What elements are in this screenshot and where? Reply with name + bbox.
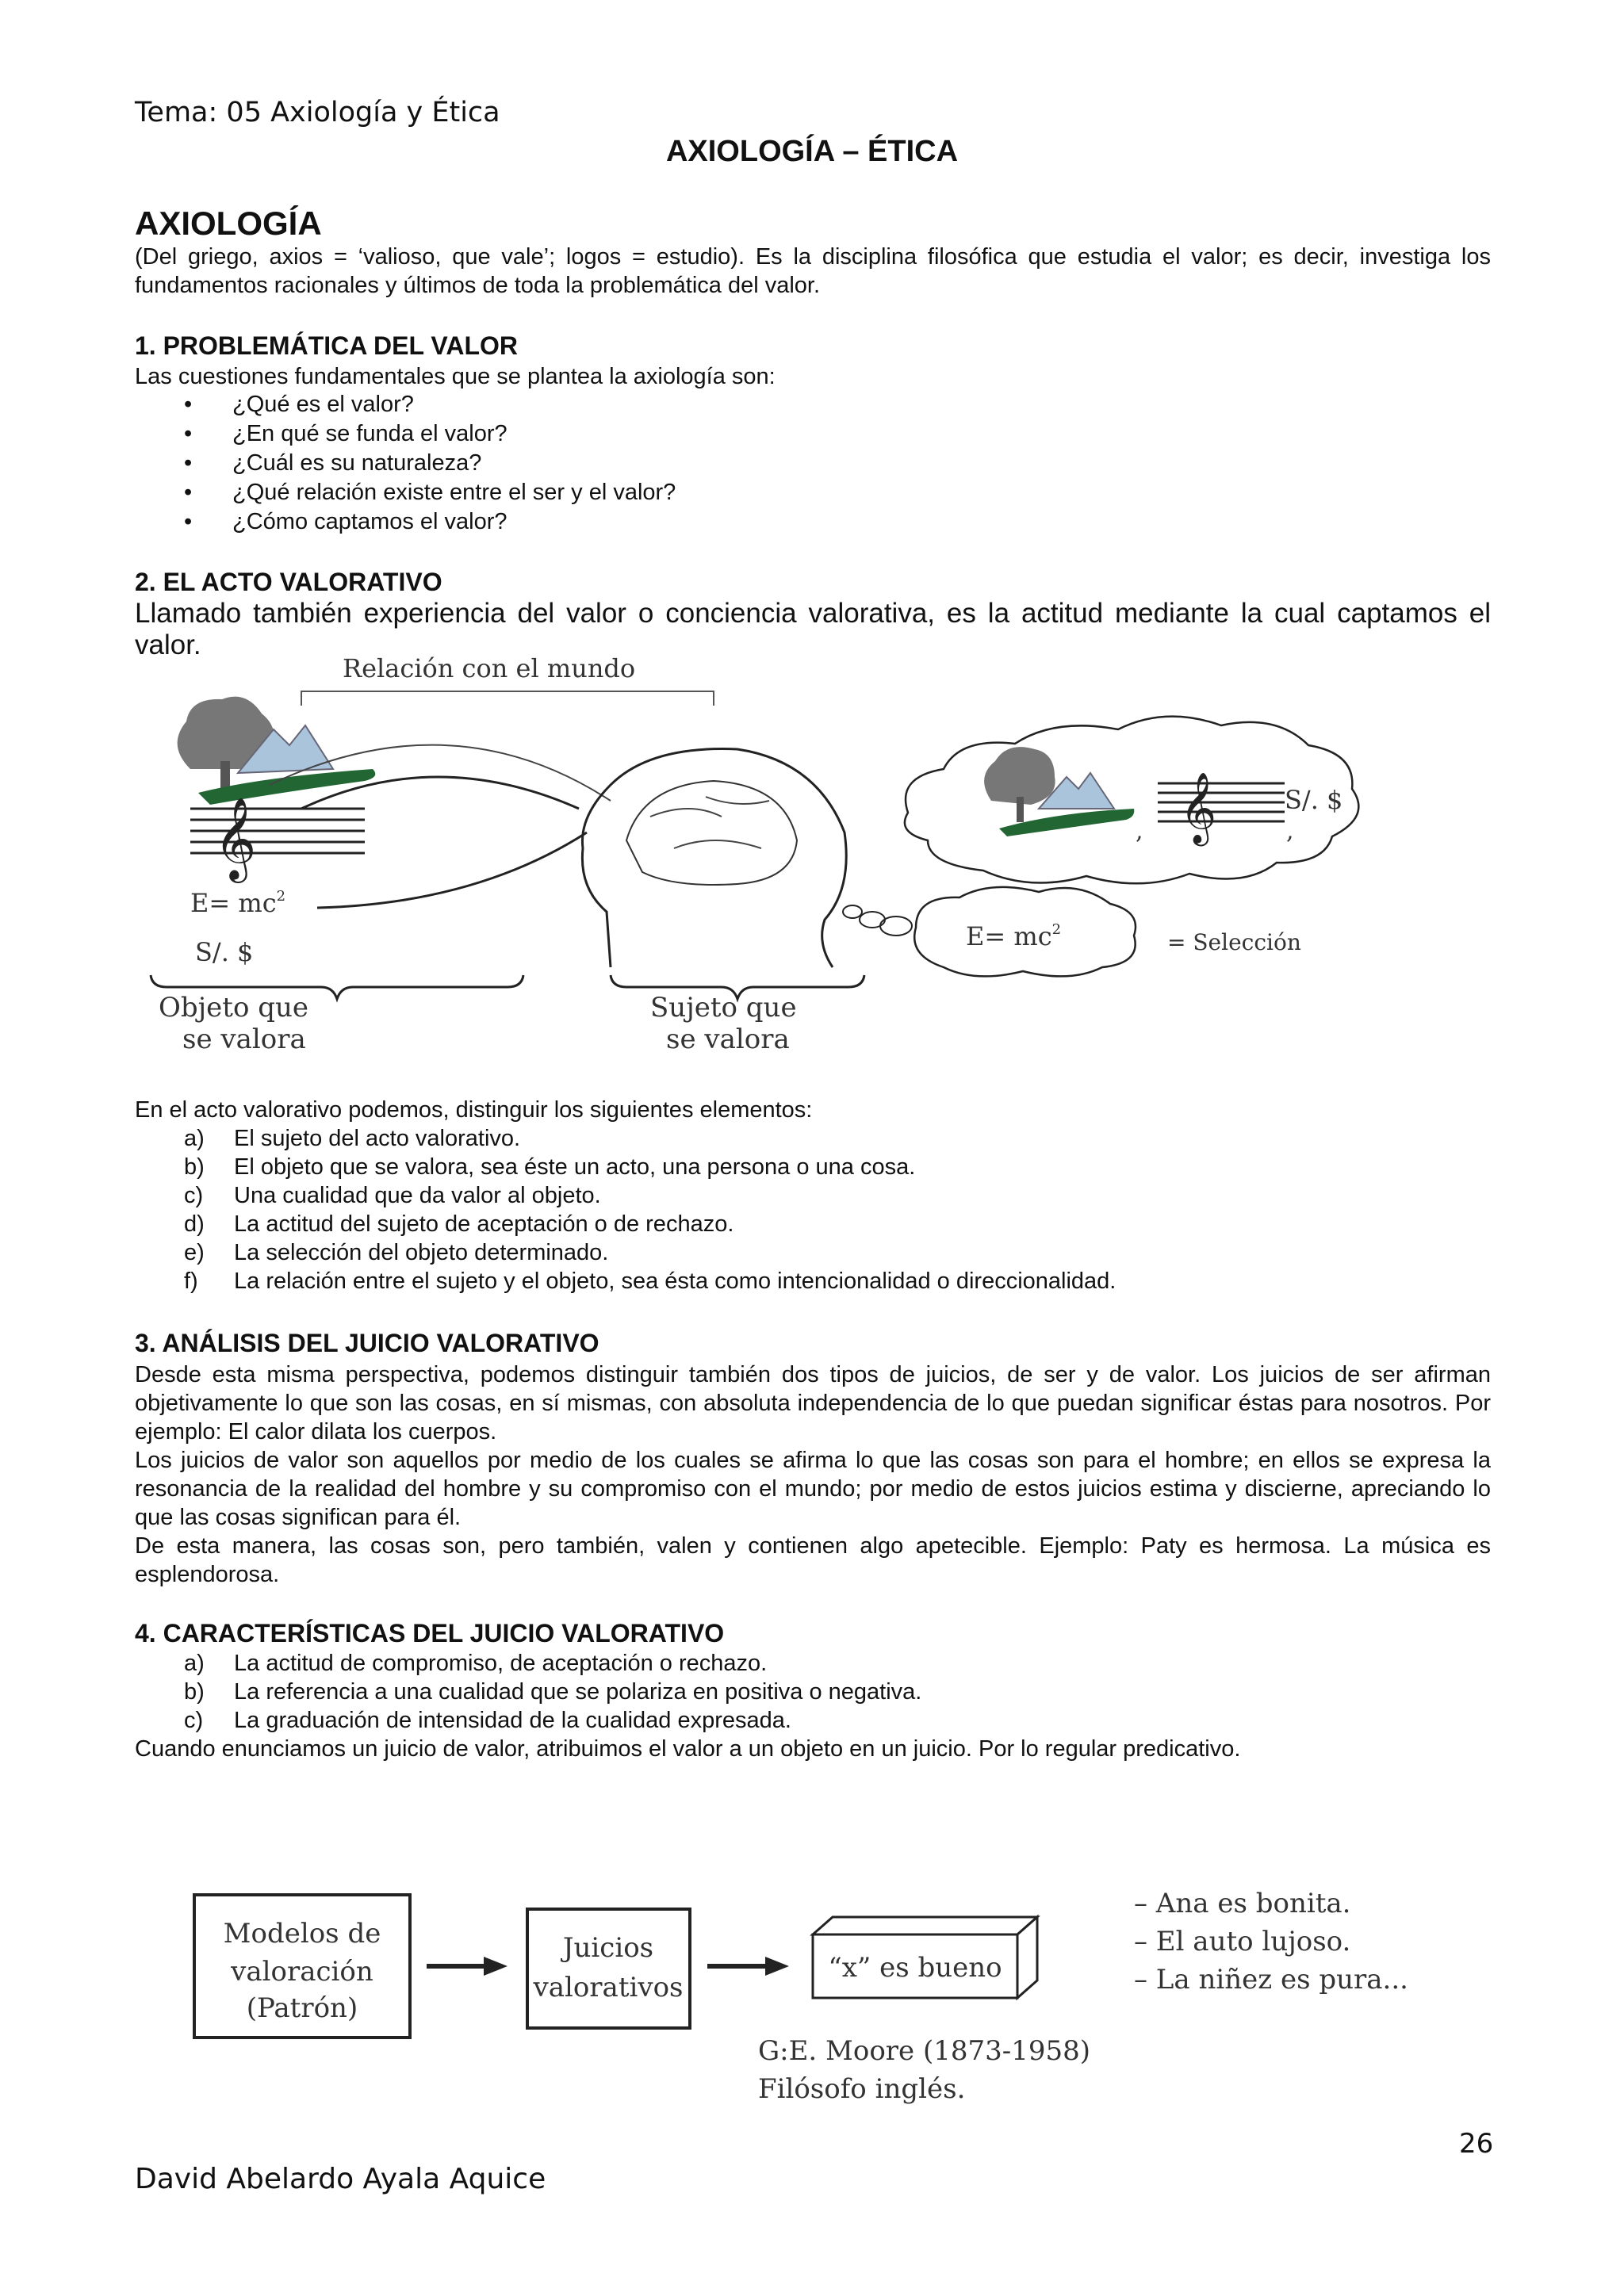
bullet-icon: • bbox=[184, 480, 193, 505]
example-3: – La niñez es pura... bbox=[1134, 1964, 1408, 1996]
page-title: AXIOLOGÍA – ÉTICA bbox=[665, 135, 959, 168]
list-item: d) La actitud del sujeto de aceptación o de rechazo. bbox=[184, 1211, 734, 1237]
axiologia-heading: AXIOLOGÍA bbox=[135, 205, 322, 242]
footer-author: David Abelardo Ayala Aquice bbox=[135, 2163, 546, 2195]
bullet-icon: • bbox=[184, 392, 193, 417]
section-1-heading: 1. PROBLEMÁTICA DEL VALOR bbox=[135, 331, 518, 360]
list-item: f) La relación entre el sujeto y el objeto, sea ésta como intencionalidad o direccionalidad. bbox=[184, 1269, 1116, 1294]
axiologia-definition: (Del griego, axios = ‘valioso, que vale’; logos = estudio). Es la disciplina filosófica que estudia el valor; es decir, investiga los fundamentos racionales y últimos de toda la problemática del valor. bbox=[135, 244, 1491, 298]
section-2-intro: Llamado también experiencia del valor o conciencia valorativa, es la actitud mediante la cual captamos el valor. bbox=[135, 598, 1491, 660]
author-name: G:E. Moore (1873-1958) bbox=[758, 2035, 1091, 2067]
list-item: b) La referencia a una cualidad que se polariza en positiva o negativa. bbox=[184, 1679, 922, 1705]
selection-label: = Selección bbox=[1167, 929, 1301, 955]
music-staff-icon bbox=[190, 797, 365, 883]
formula-cloud: $E= mc^2$ bbox=[966, 921, 1062, 951]
valuation-act-diagram bbox=[135, 650, 1499, 1070]
svg-text:Juicios: Juicios bbox=[562, 1932, 654, 1964]
list-item: c) Una cualidad que da valor al objeto. bbox=[184, 1183, 601, 1208]
money-cloud: S/. $ bbox=[1285, 785, 1343, 815]
svg-text:valorativos: valorativos bbox=[533, 1972, 684, 2003]
svg-text:𝄞: 𝄞 bbox=[214, 797, 257, 880]
svg-text:,: , bbox=[1136, 817, 1143, 845]
list-item: • ¿Qué es el valor? bbox=[135, 390, 676, 419]
value-judgment-diagram bbox=[135, 1863, 1483, 2117]
list-item: a) El sujeto del acto valorativo. bbox=[184, 1126, 521, 1151]
section-4-closing: Cuando enunciamos un juicio de valor, atribuimos el valor a un objeto en un juicio. Por lo regular predicativo. bbox=[135, 1736, 1241, 1762]
elements-intro: En el acto valorativo podemos, distinguir los siguientes elementos: bbox=[135, 1097, 813, 1123]
object-label-1: Objeto que bbox=[159, 992, 309, 1024]
elements-list bbox=[135, 1124, 1116, 1295]
list-item: b) El objeto que se valora, sea éste un acto, una persona o una cosa. bbox=[184, 1154, 916, 1180]
list-item: a) La actitud de compromiso, de aceptación o rechazo. bbox=[184, 1651, 768, 1676]
questions-list bbox=[135, 390, 676, 537]
formula-left: $E= mc^2$ bbox=[190, 888, 286, 918]
page-number: 26 bbox=[1459, 2128, 1494, 2160]
list-item: • ¿Qué relación existe entre el ser y el valor? bbox=[135, 478, 676, 507]
head-brain-icon bbox=[582, 749, 846, 967]
section-1-intro: Las cuestiones fundamentales que se plantea la axiología son: bbox=[135, 364, 776, 389]
bullet-icon: • bbox=[184, 450, 193, 476]
list-item: • ¿En qué se funda el valor? bbox=[135, 419, 676, 449]
svg-text:,: , bbox=[1286, 817, 1294, 845]
list-item: • ¿Cuál es su naturaleza? bbox=[135, 449, 676, 478]
subject-label-2: se valora bbox=[666, 1024, 790, 1055]
author-description: Filósofo inglés. bbox=[758, 2073, 966, 2105]
subject-label-1: Sujeto que bbox=[650, 992, 797, 1024]
example-1: – Ana es bonita. bbox=[1134, 1888, 1351, 1919]
svg-text:Modelos de: Modelos de bbox=[223, 1918, 381, 1950]
relation-bracket bbox=[301, 691, 714, 706]
statement-text: “x” es bueno bbox=[828, 1952, 1002, 1984]
bullet-icon: • bbox=[184, 421, 193, 446]
characteristics-list bbox=[135, 1649, 921, 1735]
svg-text:𝄞: 𝄞 bbox=[1180, 772, 1217, 844]
section-2-heading: 2. EL ACTO VALORATIVO bbox=[135, 568, 442, 596]
page-header: Tema: 05 Axiología y Ética bbox=[135, 97, 500, 128]
list-item: • ¿Cómo captamos el valor? bbox=[135, 507, 676, 537]
section-3-heading: 3. ANÁLISIS DEL JUICIO VALORATIVO bbox=[135, 1329, 599, 1357]
tree-mountain-icon bbox=[178, 697, 376, 805]
svg-text:(Patrón): (Patrón) bbox=[246, 1992, 358, 2024]
section-4-heading: 4. CARACTERÍSTICAS DEL JUICIO VALORATIVO bbox=[135, 1619, 725, 1647]
relation-label: Relación con el mundo bbox=[343, 653, 636, 683]
bullet-icon: • bbox=[184, 509, 193, 534]
list-item: c) La graduación de intensidad de la cualidad expresada. bbox=[184, 1708, 791, 1733]
example-2: – El auto lujoso. bbox=[1134, 1926, 1351, 1957]
money-left: S/. $ bbox=[195, 937, 254, 967]
object-label-2: se valora bbox=[182, 1024, 306, 1055]
judgments-box bbox=[527, 1909, 690, 2028]
section-3-paragraph-1: Desde esta misma perspectiva, podemos distinguir también dos tipos de juicios, de ser y de valor. Los juicios de ser afirman objetivamente lo que son las cosas, en sí mismas, con absoluta independencia de lo que puedan significar éstas para nosotros. Por ejemplo: El calor dilata los cuerpos. bbox=[135, 1362, 1491, 1445]
svg-text:valoración: valoración bbox=[231, 1956, 373, 1988]
section-3-paragraph-3: De esta manera, las cosas son, pero también, valen y contienen algo apetecible. Ejemplo: Paty es hermosa. La música es esplendorosa. bbox=[135, 1533, 1491, 1587]
list-item: e) La selección del objeto determinado. bbox=[184, 1240, 609, 1265]
section-3-paragraph-2: Los juicios de valor son aquellos por medio de los cuales se afirma lo que las cosas son para el hombre; en ellos se expresa la resonancia de la realidad del hombre y su compromiso con el mundo; por medio de estos juicios estima y discierne, apreciando lo que las cosas significan para él. bbox=[135, 1448, 1491, 1530]
